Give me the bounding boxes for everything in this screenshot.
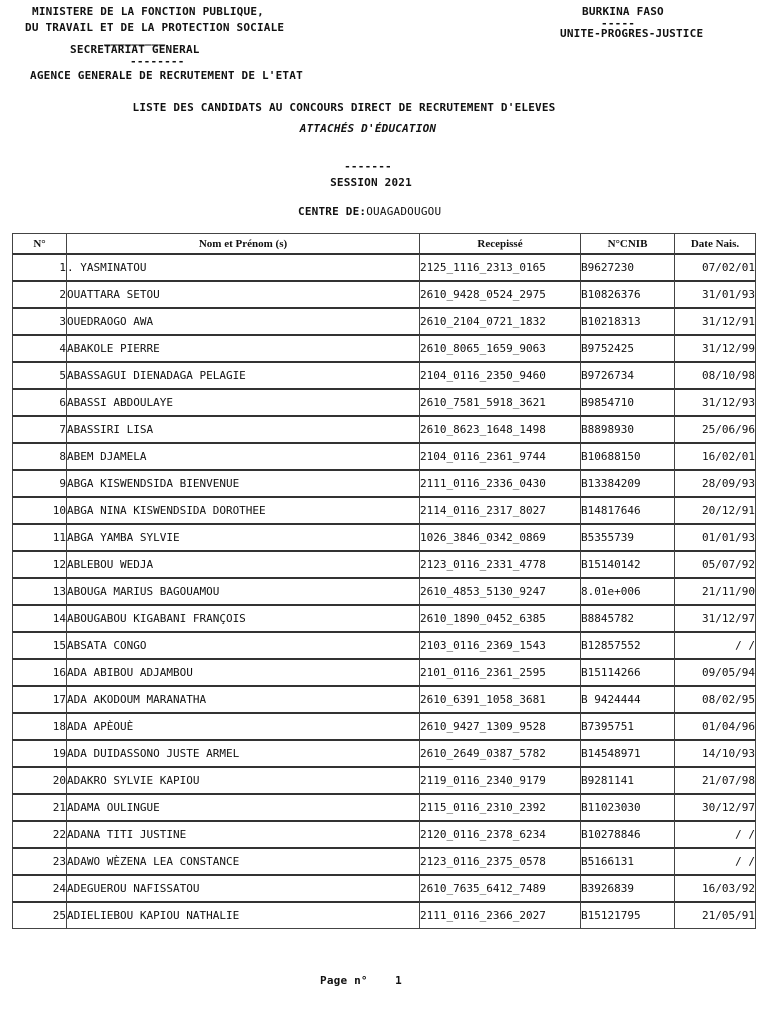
- country-separator: -----: [601, 17, 636, 30]
- cnib-number: B14548971: [580, 739, 674, 766]
- birth-date: 08/02/95: [674, 685, 756, 712]
- row-number: 25: [12, 901, 66, 929]
- row-number: 7: [12, 415, 66, 442]
- receipt-number: 2610_9428_0524_2975: [419, 280, 580, 307]
- table-row: [12, 388, 756, 415]
- receipt-number: 2104_0116_2350_9460: [419, 361, 580, 388]
- table-row: [12, 253, 756, 280]
- country-motto: UNITE-PROGRES-JUSTICE: [560, 27, 704, 40]
- row-number: 10: [12, 496, 66, 523]
- table-row: [12, 577, 756, 604]
- cnib-number: B5355739: [580, 523, 674, 550]
- cnib-number: B3926839: [580, 874, 674, 901]
- candidate-name: ADAKRO SYLVIE KAPIOU: [66, 766, 419, 793]
- row-number: 23: [12, 847, 66, 874]
- candidate-name: ABOUGA MARIUS BAGOUAMOU: [66, 577, 419, 604]
- cnib-number: B9726734: [580, 361, 674, 388]
- birth-date: 01/04/96: [674, 712, 756, 739]
- table-header-row: [12, 233, 756, 253]
- birth-date: 21/11/90: [674, 577, 756, 604]
- candidate-name: ADA DUIDASSONO JUSTE ARMEL: [66, 739, 419, 766]
- row-number: 13: [12, 577, 66, 604]
- row-number: 20: [12, 766, 66, 793]
- table-row: [12, 469, 756, 496]
- candidate-name: ADA AKODOUM MARANATHA: [66, 685, 419, 712]
- row-number: 9: [12, 469, 66, 496]
- centre-label: CENTRE DE:: [298, 205, 367, 218]
- cnib-number: B10826376: [580, 280, 674, 307]
- candidate-name: ADA ABIBOU ADJAMBOU: [66, 658, 419, 685]
- receipt-number: 2610_8623_1648_1498: [419, 415, 580, 442]
- cnib-number: B15121795: [580, 901, 674, 929]
- birth-date: / /: [674, 631, 756, 658]
- row-number: 21: [12, 793, 66, 820]
- birth-date: 07/02/01: [674, 253, 756, 280]
- birth-date: 30/12/97: [674, 793, 756, 820]
- table-row: [12, 307, 756, 334]
- col-header-receipt: Recepissé: [419, 233, 580, 253]
- row-number: 2: [12, 280, 66, 307]
- ministry-line-2: DU TRAVAIL ET DE LA PROTECTION SOCIALE: [25, 21, 285, 34]
- title-separator: -------: [344, 160, 392, 173]
- row-number: 1: [12, 253, 66, 280]
- receipt-number: 2115_0116_2310_2392: [419, 793, 580, 820]
- receipt-number: 2119_0116_2340_9179: [419, 766, 580, 793]
- centre-value: OUAGADOUGOU: [366, 205, 442, 218]
- cnib-number: B13384209: [580, 469, 674, 496]
- candidate-name: ADEGUEROU NAFISSATOU: [66, 874, 419, 901]
- row-number: 8: [12, 442, 66, 469]
- candidate-name: ADIELIEBOU KAPIOU NATHALIE: [66, 901, 419, 929]
- birth-date: 21/05/91: [674, 901, 756, 929]
- country-name: BURKINA FASO: [582, 5, 664, 18]
- receipt-number: 2101_0116_2361_2595: [419, 658, 580, 685]
- table-row: [12, 847, 756, 874]
- row-number: 24: [12, 874, 66, 901]
- cnib-number: B15114266: [580, 658, 674, 685]
- table-row: [12, 280, 756, 307]
- cnib-number: B5166131: [580, 847, 674, 874]
- candidate-name: OUATTARA SETOU: [66, 280, 419, 307]
- row-number: 11: [12, 523, 66, 550]
- birth-date: 21/07/98: [674, 766, 756, 793]
- table-row: [12, 766, 756, 793]
- candidate-name: ABLEBOU WEDJA: [66, 550, 419, 577]
- page-footer: [320, 974, 402, 987]
- row-number: 5: [12, 361, 66, 388]
- receipt-number: 2610_2649_0387_5782: [419, 739, 580, 766]
- birth-date: 31/12/93: [674, 388, 756, 415]
- table-row: [12, 820, 756, 847]
- header-separator-2: --------: [130, 55, 185, 68]
- candidate-name: . YASMINATOU: [66, 253, 419, 280]
- table-row: [12, 658, 756, 685]
- table-row: [12, 604, 756, 631]
- session-label: SESSION 2021: [330, 176, 412, 189]
- receipt-number: 2610_1890_0452_6385: [419, 604, 580, 631]
- col-header-cnib: N°CNIB: [580, 233, 674, 253]
- cnib-number: B15140142: [580, 550, 674, 577]
- receipt-number: 2610_7581_5918_3621: [419, 388, 580, 415]
- birth-date: 16/03/92: [674, 874, 756, 901]
- row-number: 18: [12, 712, 66, 739]
- row-number: 15: [12, 631, 66, 658]
- secretariat-line: SECRETARIAT GENERAL: [70, 43, 200, 56]
- receipt-number: 2120_0116_2378_6234: [419, 820, 580, 847]
- birth-date: 28/09/93: [674, 469, 756, 496]
- col-header-number: N°: [12, 233, 66, 253]
- table-row: [12, 496, 756, 523]
- table-row: [12, 631, 756, 658]
- table-row: [12, 550, 756, 577]
- row-number: 12: [12, 550, 66, 577]
- row-number: 14: [12, 604, 66, 631]
- candidate-name: ADAMA OULINGUE: [66, 793, 419, 820]
- table-row: [12, 874, 756, 901]
- cnib-number: B9627230: [580, 253, 674, 280]
- header-separator-1: _________: [104, 33, 166, 46]
- table-row: [12, 712, 756, 739]
- row-number: 17: [12, 685, 66, 712]
- candidate-name: ABASSI ABDOULAYE: [66, 388, 419, 415]
- receipt-number: 2610_4853_5130_9247: [419, 577, 580, 604]
- table-row: [12, 793, 756, 820]
- cnib-number: B8898930: [580, 415, 674, 442]
- cnib-number: B8845782: [580, 604, 674, 631]
- centre-line: [298, 205, 441, 218]
- receipt-number: 2125_1116_2313_0165: [419, 253, 580, 280]
- page-number: 1: [395, 974, 402, 987]
- birth-date: 09/05/94: [674, 658, 756, 685]
- receipt-number: 2610_8065_1659_9063: [419, 334, 580, 361]
- candidate-name: ABAKOLE PIERRE: [66, 334, 419, 361]
- cnib-number: B10278846: [580, 820, 674, 847]
- cnib-number: B 9424444: [580, 685, 674, 712]
- row-number: 6: [12, 388, 66, 415]
- candidate-name: ABASSAGUI DIENADAGA PELAGIE: [66, 361, 419, 388]
- receipt-number: 2103_0116_2369_1543: [419, 631, 580, 658]
- col-header-birthdate: Date Nais.: [674, 233, 756, 253]
- candidate-name: ABASSIRI LISA: [66, 415, 419, 442]
- cnib-number: B10218313: [580, 307, 674, 334]
- candidate-name: ADANA TITI JUSTINE: [66, 820, 419, 847]
- receipt-number: 2610_7635_6412_7489: [419, 874, 580, 901]
- table-row: [12, 901, 756, 929]
- candidate-name: OUEDRAOGO AWA: [66, 307, 419, 334]
- agency-line: AGENCE GENERALE DE RECRUTEMENT DE L'ETAT: [30, 69, 303, 82]
- table-row: [12, 523, 756, 550]
- document-title: LISTE DES CANDIDATS AU CONCOURS DIRECT DE RECRUTEMENT D'ELEVES: [132, 101, 556, 114]
- birth-date: 31/12/99: [674, 334, 756, 361]
- birth-date: 05/07/92: [674, 550, 756, 577]
- row-number: 4: [12, 334, 66, 361]
- receipt-number: 1026_3846_0342_0869: [419, 523, 580, 550]
- row-number: 3: [12, 307, 66, 334]
- table-row: [12, 685, 756, 712]
- table-row: [12, 361, 756, 388]
- table-row: [12, 739, 756, 766]
- birth-date: 16/02/01: [674, 442, 756, 469]
- row-number: 22: [12, 820, 66, 847]
- cnib-number: 8.01e+006: [580, 577, 674, 604]
- cnib-number: B10688150: [580, 442, 674, 469]
- receipt-number: 2610_6391_1058_3681: [419, 685, 580, 712]
- cnib-number: B12857552: [580, 631, 674, 658]
- birth-date: 25/06/96: [674, 415, 756, 442]
- table-row: [12, 334, 756, 361]
- receipt-number: 2123_0116_2331_4778: [419, 550, 580, 577]
- receipt-number: 2610_9427_1309_9528: [419, 712, 580, 739]
- candidate-name: ABOUGABOU KIGABANI FRANÇOIS: [66, 604, 419, 631]
- receipt-number: 2104_0116_2361_9744: [419, 442, 580, 469]
- page-label: Page n°: [320, 974, 368, 987]
- candidate-name: ADAWO WÈZENA LEA CONSTANCE: [66, 847, 419, 874]
- receipt-number: 2114_0116_2317_8027: [419, 496, 580, 523]
- ministry-line-1: MINISTERE DE LA FONCTION PUBLIQUE,: [32, 5, 264, 18]
- candidate-name: ABGA NINA KISWENDSIDA DOROTHEE: [66, 496, 419, 523]
- document-subtitle: ATTACHÉS D'ÉDUCATION: [299, 122, 437, 135]
- row-number: 16: [12, 658, 66, 685]
- birth-date: / /: [674, 820, 756, 847]
- candidate-name: ADA APÈOUÈ: [66, 712, 419, 739]
- cnib-number: B7395751: [580, 712, 674, 739]
- table-row: [12, 415, 756, 442]
- birth-date: 14/10/93: [674, 739, 756, 766]
- table-row: [12, 442, 756, 469]
- birth-date: 31/12/91: [674, 307, 756, 334]
- receipt-number: 2123_0116_2375_0578: [419, 847, 580, 874]
- col-header-name: Nom et Prénom (s): [66, 233, 419, 253]
- cnib-number: B14817646: [580, 496, 674, 523]
- receipt-number: 2111_0116_2336_0430: [419, 469, 580, 496]
- candidate-name: ABSATA CONGO: [66, 631, 419, 658]
- candidate-name: ABEM DJAMELA: [66, 442, 419, 469]
- candidate-name: ABGA YAMBA SYLVIE: [66, 523, 419, 550]
- birth-date: 31/01/93: [674, 280, 756, 307]
- birth-date: / /: [674, 847, 756, 874]
- candidates-table: [12, 233, 756, 929]
- candidate-name: ABGA KISWENDSIDA BIENVENUE: [66, 469, 419, 496]
- cnib-number: B9752425: [580, 334, 674, 361]
- receipt-number: 2111_0116_2366_2027: [419, 901, 580, 929]
- receipt-number: 2610_2104_0721_1832: [419, 307, 580, 334]
- birth-date: 01/01/93: [674, 523, 756, 550]
- cnib-number: B9281141: [580, 766, 674, 793]
- birth-date: 08/10/98: [674, 361, 756, 388]
- cnib-number: B11023030: [580, 793, 674, 820]
- birth-date: 20/12/91: [674, 496, 756, 523]
- cnib-number: B9854710: [580, 388, 674, 415]
- row-number: 19: [12, 739, 66, 766]
- birth-date: 31/12/97: [674, 604, 756, 631]
